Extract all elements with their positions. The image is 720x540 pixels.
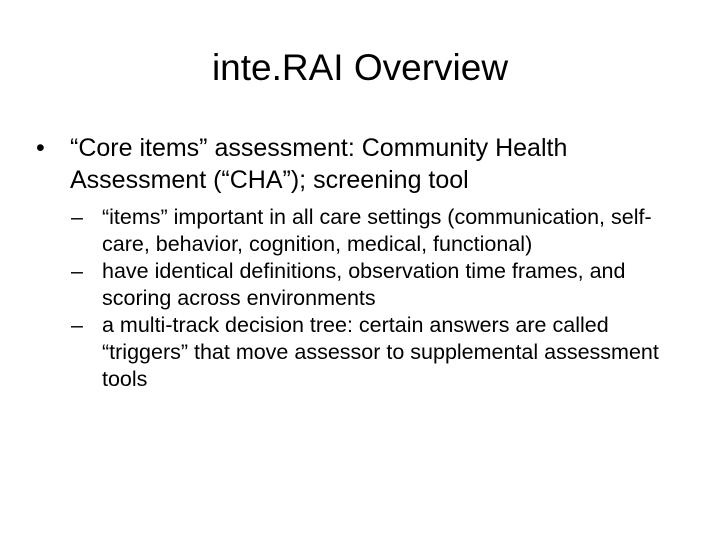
sub-bullet-item: [71, 204, 661, 258]
dash-marker: –: [71, 259, 83, 283]
sub-bullet-text: “items” important in all care settings (communication, self-care, behavior, cognition, medical, functional): [102, 205, 652, 256]
main-bullet-text: “Core items” assessment: Community Health Assessment (“CHA”); screening tool: [70, 134, 568, 194]
sub-bullet-item: [71, 258, 661, 312]
slide-title: inte.RAI Overview: [211, 47, 509, 88]
main-bullet: [36, 132, 676, 196]
dash-marker: –: [71, 205, 83, 229]
sub-bullet-item: [71, 312, 661, 393]
sub-bullet-text: a multi-track decision tree: certain answers are called “triggers” that move assessor to supplemental assessment tools: [102, 313, 659, 391]
bullet-marker: •: [36, 134, 45, 162]
sub-bullet-text: have identical definitions, observation time frames, and scoring across environments: [102, 259, 626, 310]
dash-marker: –: [71, 313, 83, 337]
sub-bullet-list: [71, 204, 661, 393]
